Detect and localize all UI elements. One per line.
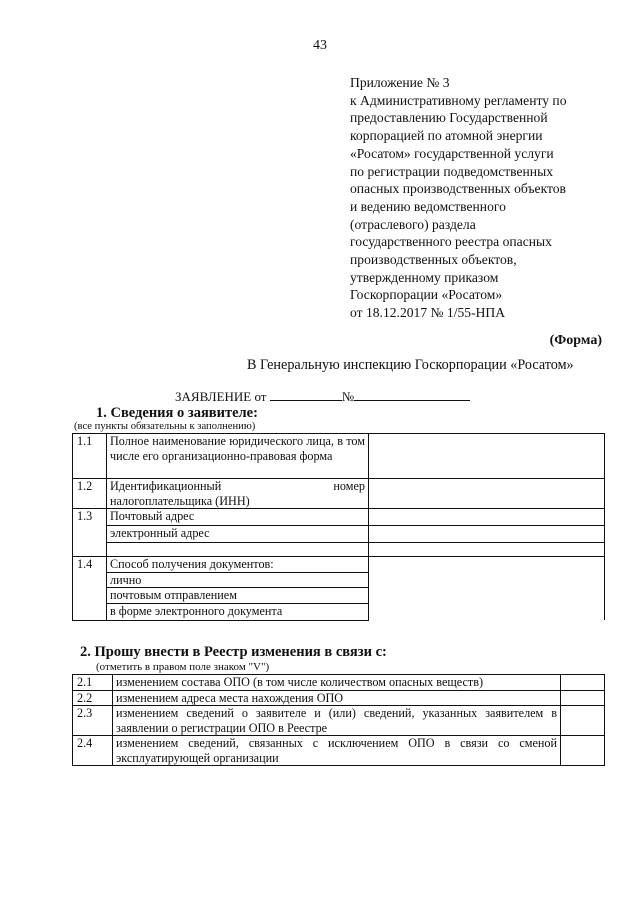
page-number: 43 [313,38,327,53]
statement-number-field[interactable] [354,389,470,401]
section2-note: (отметить в правом поле знаком "V") [96,661,270,673]
appendix-line: к Административному регламенту по [350,92,567,108]
row-label [107,479,369,509]
statement-date-field[interactable] [270,389,342,401]
appendix-line: государственного реестра опасных [350,234,552,250]
section2-title: 2. Прошу внести в Реестр изменения в связи с: [80,644,387,660]
changes-table [72,674,605,766]
row-label: изменением состава ОПО (в том числе количеством опасных веществ) [113,675,561,691]
row-number: 2.1 [73,675,113,691]
appendix-line: от 18.12.2017 № 1/55-НПА [350,305,506,321]
row-label: Способ получения документов: [107,557,369,573]
row-number: 2.3 [73,706,113,736]
statement-line [175,389,470,405]
delivery-option[interactable]: в форме электронного документа [107,603,369,620]
table-row [73,675,605,691]
table-row [73,690,605,706]
row-label: изменением адреса места нахождения ОПО [113,690,561,706]
appendix-line: корпорацией по атомной энергии [350,128,543,144]
table-row [73,543,605,557]
row-label: изменением сведений о заявителе и (или) сведений, указанных заявителем в заявлении о регистрации ОПО в Реестре [113,706,561,736]
postal-address-value[interactable] [369,509,605,526]
row-label: электронный адрес [107,526,369,543]
checkmark-cell[interactable] [561,736,605,766]
table-row [73,526,605,543]
table-row [73,736,605,766]
appendix-line: и ведению ведомственного [350,198,506,214]
appendix-line: (отраслевого) раздела [350,216,476,232]
row-label: изменением сведений, связанных с исключением ОПО в связи со сменой эксплуатирующей организации [113,736,561,766]
inn-value[interactable] [369,479,605,509]
legal-name-value[interactable] [369,434,605,479]
row-number: 1.3 [73,509,107,557]
checkmark-cell[interactable] [561,690,605,706]
addressee: В Генеральную инспекцию Госкорпорации «Росатом» [247,357,574,373]
blank-value[interactable] [369,543,605,557]
row-label-part: Идентификационный [110,479,222,493]
appendix-line: производственных объектов, [350,252,517,268]
appendix-line: Приложение № 3 [350,75,450,90]
row-number: 2.4 [73,736,113,766]
table-row [73,434,605,479]
appendix-line: по регистрации подведомственных [350,163,554,179]
row-number: 1.2 [73,479,107,509]
statement-label: ЗАЯВЛЕНИЕ от [175,389,267,404]
row-number: 2.2 [73,690,113,706]
appendix-line: опасных производственных объектов [350,181,566,197]
checkmark-cell[interactable] [561,675,605,691]
email-value[interactable] [369,526,605,543]
form-label: (Форма) [549,333,602,348]
section1-title: 1. Сведения о заявителе: [96,405,258,421]
checkmark-cell[interactable] [561,706,605,736]
appendix-header [350,74,610,322]
statement-number-sign: № [341,389,355,404]
row-label-part: номер [333,479,365,493]
table-row [73,509,605,526]
applicant-table [72,433,605,621]
delivery-method-area [369,557,605,621]
delivery-option[interactable]: лично [107,572,369,588]
table-row [73,479,605,509]
appendix-line: утвержденному приказом [350,269,499,285]
table-row [73,557,605,573]
appendix-line: «Росатом» государственной услуги [350,145,554,161]
appendix-line: Госкорпорации «Росатом» [350,287,503,303]
table-row [73,706,605,736]
row-number: 1.4 [73,557,107,621]
delivery-option[interactable]: почтовым отправлением [107,588,369,604]
row-label: Полное наименование юридического лица, в том числе его организационно-правовая форма [107,434,369,479]
row-label-part: налогоплательщика (ИНН) [110,493,250,508]
row-number: 1.1 [73,434,107,479]
appendix-line: предоставлению Государственной [350,110,548,126]
section1-note: (все пункты обязательны к заполнению) [74,421,256,432]
row-label: Почтовый адрес [107,509,369,526]
blank-cell [107,543,369,557]
